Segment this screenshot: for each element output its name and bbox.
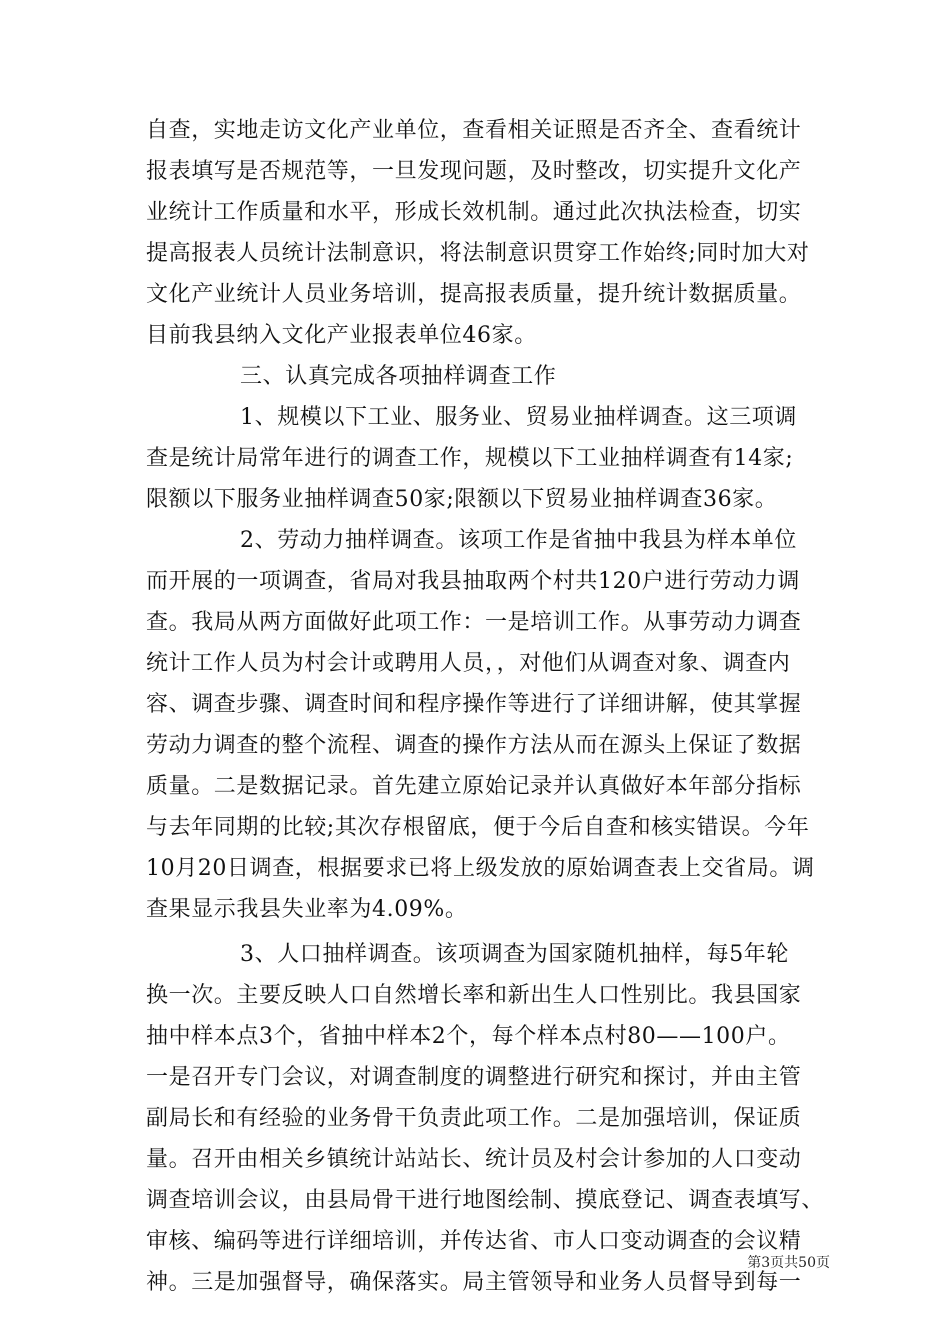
text-line: 换一次。主要反映人口自然增长率和新出生人口性别比。我县国家 [146,983,802,1008]
text-line: 统计工作人员为村会计或聘用人员，，对他们从调查对象、调查内 [146,651,791,676]
text-line: 查是统计局常年进行的调查工作，规模以下工业抽样调查有14家; [146,446,794,471]
text-line: 量。召开由相关乡镇统计站站长、统计员及村会计参加的人口变动 [146,1147,802,1172]
text-line: 而开展的一项调查，省局对我县抽取两个村共120户进行劳动力调 [146,569,800,594]
text-line: 业统计工作质量和水平，形成长效机制。通过此次执法检查，切实 [146,200,802,225]
text-line: 抽中样本点3个，省抽中样本2个，每个样本点村80——100户。 [146,1024,791,1049]
text-line: 自查，实地走访文化产业单位，查看相关证照是否齐全、查看统计 [146,118,802,143]
paragraph-first-line: 2、劳动力抽样调查。该项工作是省抽中我县为样本单位 [240,528,797,553]
text-line: 10月20日调查，根据要求已将上级发放的原始调查表上交省局。调 [146,856,815,881]
text-line: 查。我局从两方面做好此项工作：一是培训工作。从事劳动力调查 [146,610,802,635]
text-line: 副局长和有经验的业务骨干负责此项工作。二是加强培训，保证质 [146,1106,802,1131]
text-line: 神。三是加强督导，确保落实。局主管领导和业务人员督导到每一 [146,1270,802,1295]
text-line: 文化产业统计人员业务培训，提高报表质量，提升统计数据质量。 [146,282,802,307]
page-number: 第3页共50页 [747,1255,830,1271]
text-line: 劳动力调查的整个流程、调查的操作方法从而在源头上保证了数据 [146,733,802,758]
section-heading: 三、认真完成各项抽样调查工作 [240,364,557,389]
paragraph-first-line: 3、人口抽样调查。该项调查为国家随机抽样，每5年轮 [240,942,789,967]
text-line: 提高报表人员统计法制意识，将法制意识贯穿工作始终;同时加大对 [146,241,810,266]
text-line: 一是召开专门会议，对调查制度的调整进行研究和探讨，并由主管 [146,1065,802,1090]
text-line: 质量。二是数据记录。首先建立原始记录并认真做好本年部分指标 [146,774,802,799]
text-line: 报表填写是否规范等，一旦发现问题，及时整改，切实提升文化产 [146,159,802,184]
text-line: 查果显示我县失业率为4.09%。 [146,897,468,922]
text-line: 审核、编码等进行详细培训，并传达省、市人口变动调查的会议精 [146,1229,802,1254]
text-line: 目前我县纳入文化产业报表单位46家。 [146,323,537,348]
paragraph-first-line: 1、规模以下工业、服务业、贸易业抽样调查。这三项调 [240,405,797,430]
text-line: 与去年同期的比较;其次存根留底，便于今后自查和核实错误。今年 [146,815,810,840]
text-line: 限额以下服务业抽样调查50家;限额以下贸易业抽样调查36家。 [146,487,778,512]
text-line: 调查培训会议，由县局骨干进行地图绘制、摸底登记、调查表填写、 [146,1188,825,1213]
text-line: 容、调查步骤、调查时间和程序操作等进行了详细讲解，使其掌握 [146,692,802,717]
